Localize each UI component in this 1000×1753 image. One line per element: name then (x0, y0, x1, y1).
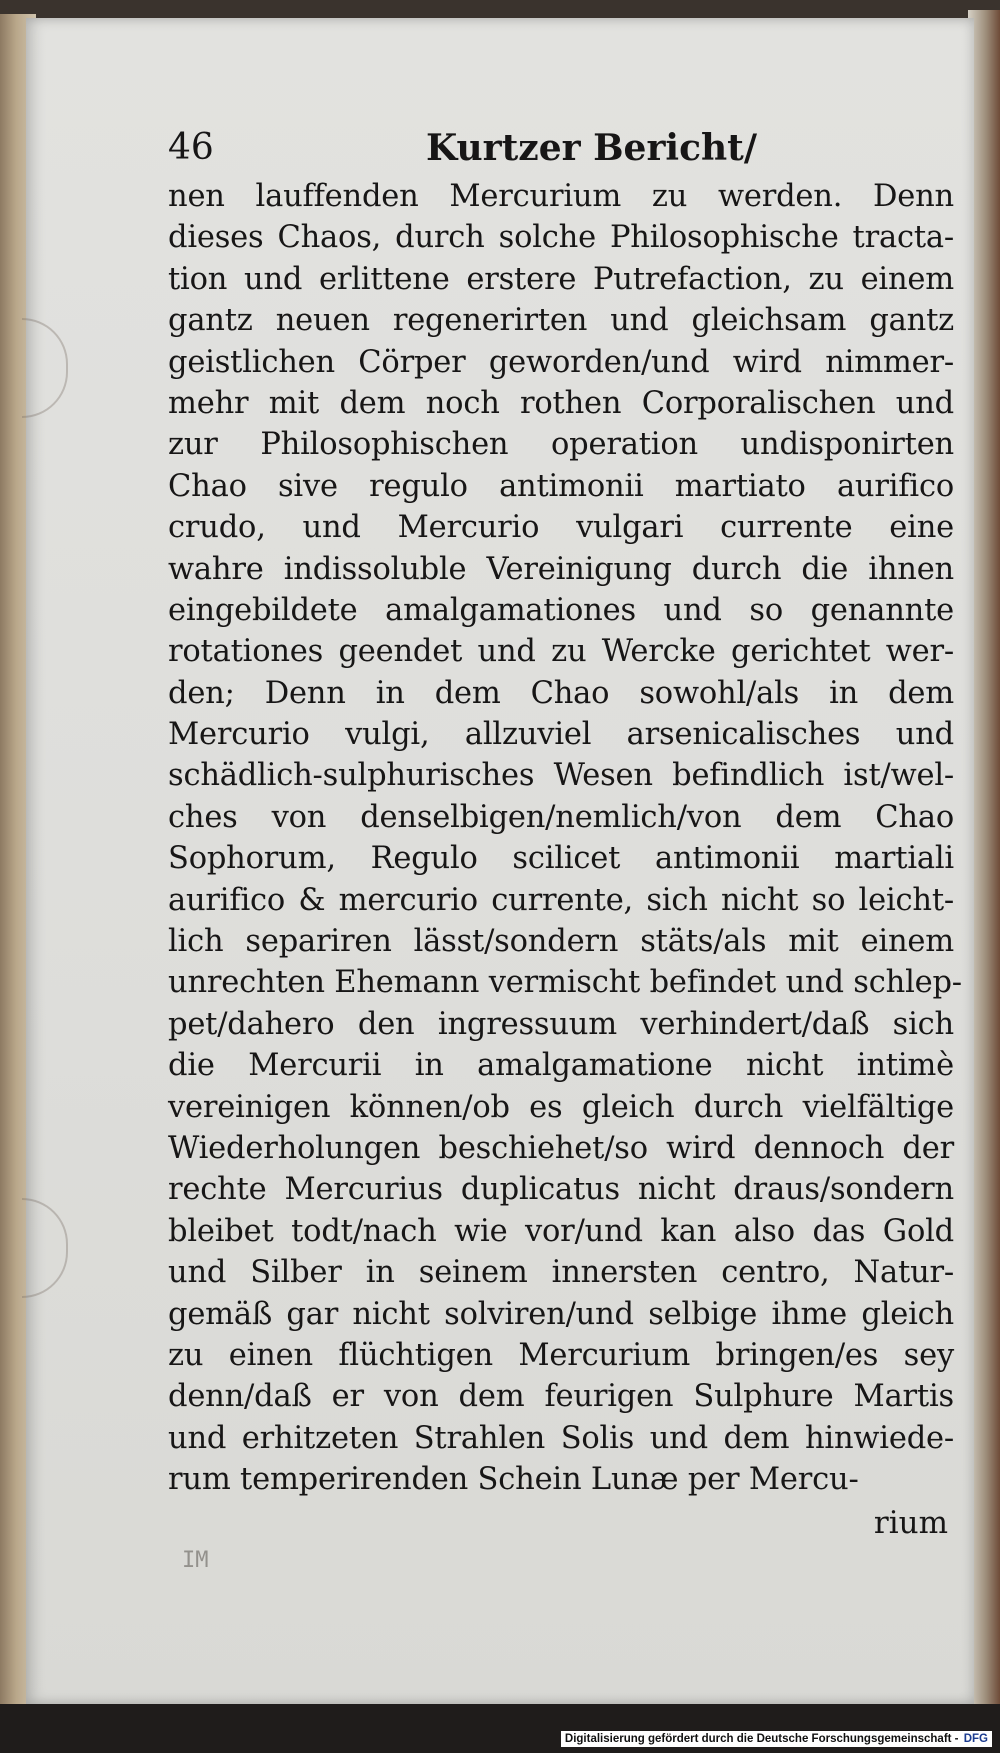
text-line: ches von denselbigen/nemlich/von dem Chao (168, 799, 954, 835)
dfg-logo: DFG (963, 1733, 988, 1745)
text-line: tion und erlittene erstere Putrefaction, zu einem (168, 261, 954, 297)
page-number: 46 (168, 127, 214, 168)
text-line: unrechten Ehemann vermischt befindet und schlep- (168, 965, 962, 1001)
margin-stamp: IM (182, 1548, 209, 1573)
text-line: gemäß gar nicht solviren/und selbige ihme gleich (168, 1296, 954, 1332)
catchword: rium (873, 1504, 948, 1541)
digitization-credit (561, 1731, 992, 1747)
text-line: wahre indissoluble Vereinigung durch die ihnen (168, 551, 954, 587)
text-line: crudo, und Mercurio vulgari currente eine (168, 510, 954, 546)
text-line: dieses Chaos, durch solche Philosophische tracta- (168, 220, 954, 256)
text-line: eingebildete amalgamationes und so genannte (168, 592, 954, 628)
text-line: Chao sive regulo antimonii martiato aurifico (168, 468, 954, 504)
text-line: vereinigen können/ob es gleich durch vielfältige (168, 1089, 954, 1125)
punch-hole-shadow (22, 318, 68, 418)
text-line: Mercurio vulgi, allzuviel arsenicalisches und (168, 717, 954, 753)
text-line: pet/dahero den ingressuum verhindert/daß sich (168, 1006, 954, 1042)
text-line: denn/daß er von dem feurigen Sulphure Martis (168, 1379, 954, 1415)
text-line: rechte Mercurius duplicatus nicht draus/sondern (168, 1172, 954, 1208)
text-line: zur Philosophischen operation undisponirten (168, 427, 954, 463)
text-line: Sophorum, Regulo scilicet antimonii martiali (168, 841, 954, 877)
text-line: nen lauffenden Mercurium zu werden. Denn (168, 179, 954, 214)
text-line: bleibet todt/nach wie vor/und kan also das Gold (168, 1213, 954, 1249)
text-line: den; Denn in dem Chao sowohl/als in dem (168, 675, 954, 711)
text-line: zu einen flüchtigen Mercurium bringen/es sey (168, 1337, 954, 1373)
text-line: geistlichen Cörper geworden/und wird nimmer- (168, 344, 954, 380)
text-line: und erhitzeten Strahlen Solis und dem hinwiede- (168, 1420, 954, 1456)
text-line: lich separiren lässt/sondern stäts/als mit einem (168, 924, 954, 960)
text-line: gantz neuen regenerirten und gleichsam gantz (168, 303, 954, 339)
page-text (168, 120, 962, 1545)
credit-text: Digitalisierung gefördert durch die Deutsche Forschungsgemeinschaft - (564, 1733, 959, 1745)
text-line: mehr mit dem noch rothen Corporalischen und (168, 385, 954, 421)
punch-hole-shadow (22, 1198, 68, 1298)
text-line: und Silber in seinem innersten centro, Natur- (168, 1255, 954, 1291)
text-line: aurifico & mercurio currente, sich nicht so leicht- (168, 882, 954, 918)
text-line: schädlich-sulphurisches Wesen befindlich ist/wel- (168, 758, 954, 794)
text-line: die Mercurii in amalgamatione nicht intimè (168, 1048, 954, 1084)
running-head: Kurtzer Bericht/ (426, 127, 757, 169)
page-header (168, 120, 954, 176)
text-line: rum temperirenden Schein Lunæ per Mercu- (168, 1462, 859, 1498)
text-line: Wiederholungen beschiehet/so wird dennoch der (168, 1130, 954, 1166)
text-lines (168, 176, 962, 1501)
text-line: rotationes geendet und zu Wercke gerichtet wer- (168, 634, 954, 670)
